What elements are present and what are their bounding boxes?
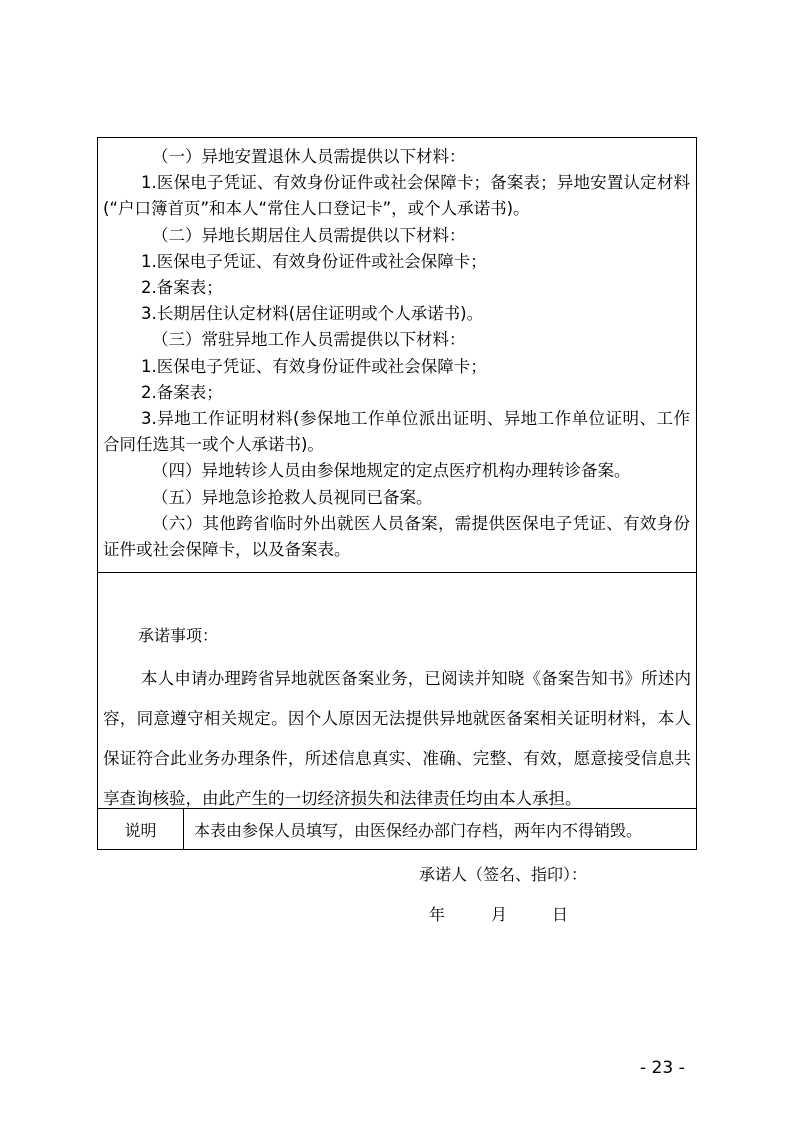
signer-label: 承诺人（签名、指印）： [419, 865, 588, 884]
materials-item: 3.异地工作证明材料(参保地工作单位派出证明、异地工作单位证明、工作合同任选其一或个人承诺书)。 [103, 409, 690, 455]
note-label: 说明 [98, 809, 184, 849]
materials-section [98, 138, 696, 573]
materials-heading-3: （三）常驻异地工作人员需提供以下材料： [152, 330, 466, 350]
note-text: 本表由参保人员填写，由医保经办部门存档，两年内不得销毁。 [194, 820, 643, 840]
materials-heading-6: （六）其他跨省临时外出就医人员备案，需提供医保电子凭证、有效身份证件或社会保障卡，以及备案表。 [103, 513, 690, 560]
materials-item: 2.备案表； [141, 278, 223, 298]
date-month: 月 [491, 905, 508, 924]
materials-heading-5: （五）异地急诊抢救人员视同已备案。 [152, 487, 433, 507]
materials-heading-2: （二）异地长期居住人员需提供以下材料： [152, 225, 466, 245]
materials-item: 1.医保电子凭证、有效身份证件或社会保障卡； [141, 251, 487, 271]
materials-item: 1.医保电子凭证、有效身份证件或社会保障卡； [141, 356, 487, 376]
pledge-title: 承诺事项： [138, 626, 219, 645]
date-day: 日 [552, 905, 569, 924]
materials-heading-4: （四）异地转诊人员由参保地规定的定点医疗机构办理转诊备案。 [152, 461, 631, 481]
pledge-section [98, 573, 696, 809]
materials-item: 2.备案表； [141, 382, 223, 402]
materials-item: 3.长期居住认定材料(居住证明或个人承诺书)。 [141, 304, 484, 324]
date-year: 年 [429, 905, 446, 924]
form-table [97, 137, 697, 850]
pledge-body: 本人申请办理跨省异地就医备案业务，已阅读并知晓《备案告知书》所述内容，同意遵守相关规定。因个人原因无法提供异地就医备案相关证明材料，本人保证符合此业务办理条件，所述信息真实、准确、完整、有效，愿意接受信息共享查询核验，由此产生的一切经济损失和法律责任均由本人承担。 [103, 669, 691, 808]
materials-heading-1: （一）异地安置退休人员需提供以下材料： [152, 147, 466, 166]
page-number: - 23 - [640, 1058, 685, 1078]
materials-item: 1.医保电子凭证、有效身份证件或社会保障卡；备案表；异地安置认定材料(“户口簿首页”和本人“常住人口登记卡”，或个人承诺书)。 [103, 173, 690, 219]
